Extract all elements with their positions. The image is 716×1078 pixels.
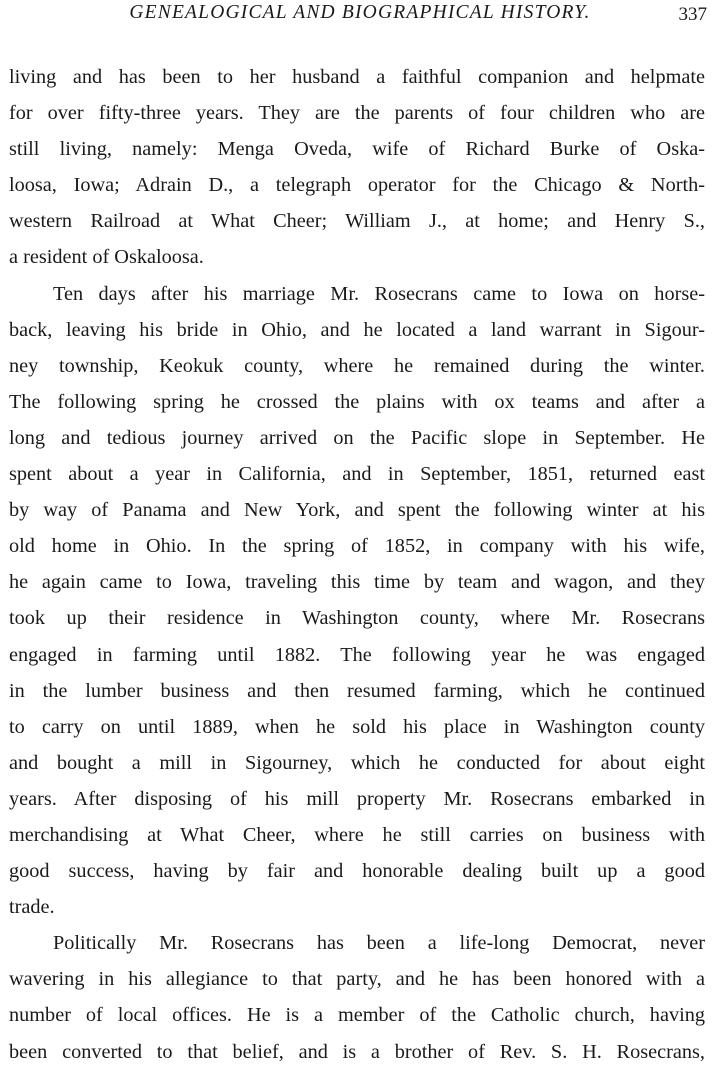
text-line: and bought a mill in Sigourney, which he conducted for about eight [9,751,705,774]
body-text [9,59,705,1070]
text-line: trade. [9,896,55,919]
text-line: long and tedious journey arrived on the Pacific slope in September. He [9,426,705,449]
text-line: Ten days after his marriage Mr. Rosecrans came to Iowa on horse- [53,282,705,305]
text-line: engaged in farming until 1882. The following year he was engaged [9,643,705,666]
text-line: years. After disposing of his mill property Mr. Rosecrans embarked in [9,787,705,810]
text-line: been converted to that belief, and is a brother of Rev. S. H. Rosecrans, [9,1040,705,1063]
text-line: number of local offices. He is a member of the Catholic church, having [9,1004,705,1027]
text-line: to carry on until 1889, when he sold his place in Washington county [9,715,705,738]
text-line: merchandising at What Cheer, where he still carries on business with [9,823,705,846]
text-line: a resident of Oskaloosa. [9,246,204,269]
text-line: ney township, Keokuk county, where he remained during the winter. [9,354,705,377]
text-line: western Railroad at What Cheer; William J., at home; and Henry S., [9,210,705,233]
text-line: loosa, Iowa; Adrain D., a telegraph operator for the Chicago & North- [9,174,705,197]
text-line: in the lumber business and then resumed farming, which he continued [9,679,705,702]
text-line: wavering in his allegiance to that party, and he has been honored with a [9,968,705,991]
text-line: living and has been to her husband a faithful companion and helpmate [9,66,705,88]
running-head: GENEALOGICAL AND BIOGRAPHICAL HISTORY. [129,2,591,23]
text-line: good success, having by fair and honorable dealing built up a good [9,860,705,883]
text-line: Politically Mr. Rosecrans has been a life-long Democrat, never [53,932,705,955]
text-line: spent about a year in California, and in September, 1851, returned east [9,463,705,486]
text-line: The following spring he crossed the plains with ox teams and after a [9,390,705,413]
text-line: he again came to Iowa, traveling this time by team and wagon, and they [9,571,705,594]
text-line: back, leaving his bride in Ohio, and he located a land warrant in Sigour- [9,318,705,341]
text-line: took up their residence in Washington county, where Mr. Rosecrans [9,607,705,630]
text-line: by way of Panama and New York, and spent the following winter at his [9,499,705,522]
page-number: 337 [678,4,707,25]
text-line: still living, namely: Menga Oveda, wife of Richard Burke of Oska- [9,138,705,161]
text-line: for over fifty-three years. They are the parents of four children who are [9,102,705,125]
text-line: old home in Ohio. In the spring of 1852, in company with his wife, [9,535,705,558]
